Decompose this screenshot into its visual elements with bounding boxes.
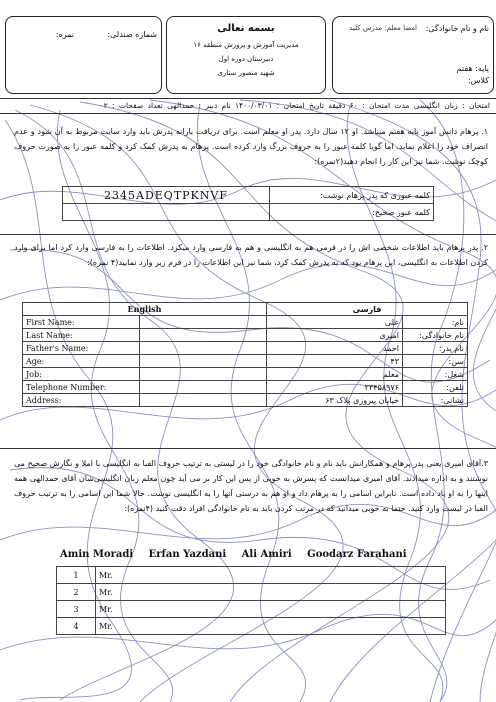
name-option: Ali Amiri bbox=[241, 549, 292, 560]
mr-prefix: Mr. bbox=[99, 587, 113, 597]
q1-divider bbox=[0, 234, 496, 235]
english-field-answer[interactable] bbox=[140, 381, 267, 394]
farsi-field-value: امیری bbox=[267, 329, 403, 342]
english-field-label: Telephone Number: bbox=[23, 381, 140, 394]
english-field-answer[interactable] bbox=[140, 329, 267, 342]
table-row bbox=[23, 329, 468, 342]
seat-score-box bbox=[5, 16, 162, 94]
farsi-field-value: علی bbox=[267, 316, 403, 329]
page-title: بسمه تعالی bbox=[217, 23, 275, 34]
mr-prefix: Mr. bbox=[99, 621, 113, 631]
exam-info-bar: امتحان : زبان انگلیسی مدت امتحان : ۶۰ دقیقه تاریخ امتحان : ۱۴۰۰/۰۳/۰۱ نام دبیر : حمدالهی تعداد صفحات : ۲ bbox=[103, 101, 490, 110]
table-row bbox=[57, 618, 446, 635]
answer-cell[interactable] bbox=[96, 567, 446, 584]
info-bar-top-line bbox=[0, 98, 496, 99]
table-row bbox=[23, 381, 468, 394]
english-field-answer[interactable] bbox=[140, 394, 267, 407]
farsi-field-label: نشانی: bbox=[403, 394, 468, 407]
english-field-label: First Name: bbox=[23, 316, 140, 329]
class-label: کلاس: bbox=[467, 76, 489, 85]
english-field-answer[interactable] bbox=[140, 342, 267, 355]
grade-label: پایه: هفتم bbox=[456, 64, 489, 73]
answer-cell[interactable] bbox=[96, 601, 446, 618]
question-3-text: ۳.آقای امیری یعنی پدر پرهام و همکارانش باید نام و نام خانوادگی خود را در لیستی به ترتیب حروف الفبا به انگلیسی با املا و نگارش صحیح می نوشتند و به اداره میدادند. آقای امیری میدانست که پسرش به خوبی از پس این کار بر می آید چون معلم زبان انگلیسی‌شان آقای حمدالهی همه اینها را به او یاد داده است. نابراین اسامی را به پرهام داد و او هم به درستی آنها را به انگلیسی نوشت. حالا شما این اسامی را به ترتیب حروف الفبا در لیست وارد کنید. حتما به خوبی میدانید که در مرتب کردن باید به نام خانوادگی افراد دقت کنید (۴نمره): bbox=[14, 459, 488, 513]
table-row bbox=[57, 601, 446, 618]
question-2-text: ۲. پدر پرهام باید اطلاعات شخصی اش را در فرمی هم به انگلیسی و هم به فارسی وارد میکرد. اطلاعات را به فارسی وارد کرد اما برای وارد کردن اطلاعات به انگلیسی، این پرهام بود که به پدرش کمک کرد، شما نیز این اطلاعات را در فرم زیر وارد نمایید(۴ نمره): bbox=[14, 243, 488, 267]
farsi-field-value: خیابان پیروزی پلاک ۶۳ bbox=[267, 394, 403, 407]
school-name: شهید منصور ستاری bbox=[217, 69, 275, 77]
answer-cell[interactable] bbox=[96, 584, 446, 601]
seat-number-label: شماره صندلی: bbox=[107, 30, 157, 39]
old-password-value: 2345ADEQTPKNVF bbox=[63, 187, 270, 204]
student-info-box bbox=[332, 16, 494, 94]
teacher-signature-label: امضا معلم: مدرس کلید bbox=[349, 24, 417, 32]
english-field-label: Age: bbox=[23, 355, 140, 368]
school-info-box bbox=[166, 16, 326, 94]
table-row bbox=[57, 567, 446, 584]
info-bar-bottom-line bbox=[0, 113, 496, 114]
english-field-label: Address: bbox=[23, 394, 140, 407]
english-field-label: Job: bbox=[23, 368, 140, 381]
mr-prefix: Mr. bbox=[99, 570, 113, 580]
school-district: مدیریت آموزش و پرورش منطقه ۱۶ bbox=[193, 41, 299, 49]
farsi-field-value: ۴۳ bbox=[267, 355, 403, 368]
personal-info-table bbox=[22, 302, 468, 407]
mr-prefix: Mr. bbox=[99, 604, 113, 614]
farsi-field-label: شغل: bbox=[403, 368, 468, 381]
farsi-field-value: احمد bbox=[267, 342, 403, 355]
row-number: 1 bbox=[57, 567, 96, 584]
name-option: Erfan Yazdani bbox=[148, 549, 227, 560]
farsi-field-label: نام خانوادگی: bbox=[403, 329, 468, 342]
name-option: Amin Moradi bbox=[60, 549, 134, 560]
english-field-answer[interactable] bbox=[140, 355, 267, 368]
answer-cell[interactable] bbox=[96, 618, 446, 635]
table-row bbox=[57, 584, 446, 601]
student-name-label: نام و نام خانوادگی: bbox=[425, 24, 489, 33]
school-level: دبیرستان دوره اول bbox=[218, 55, 274, 63]
farsi-field-label: تلفن: bbox=[403, 381, 468, 394]
english-field-answer[interactable] bbox=[140, 368, 267, 381]
table-row bbox=[23, 316, 468, 329]
alphabetical-list-table bbox=[56, 566, 446, 635]
table-row bbox=[23, 394, 468, 407]
english-field-label: Last Name: bbox=[23, 329, 140, 342]
question-1-text: ۱. پرهام دانش آموز پایه هفتم میباشد. او ۱۲ سال دارد. پدر او معلم است. برای دریافت یارانه پدرش باید وارد سایت مربوط به آن شود و عدم انصراف خود را اعلام نماید. اما گویا کلمه عبور را به حروف بزرگ وارد کرده است. پرهام به پدرش کمک کرد و کلمه عبور را به صورت حروف کوچک نوشت. شما نیز این کار را انجام دهید(۲نمره): bbox=[14, 127, 489, 166]
row-number: 4 bbox=[57, 618, 96, 635]
farsi-field-label: نام: bbox=[403, 316, 468, 329]
farsi-field-value: معلم bbox=[267, 368, 403, 381]
english-field-answer[interactable] bbox=[140, 316, 267, 329]
name-option: Goodarz Farahani bbox=[307, 549, 407, 560]
score-label: نمره: bbox=[55, 30, 74, 39]
row-number: 3 bbox=[57, 601, 96, 618]
english-field-label: Father's Name: bbox=[23, 342, 140, 355]
english-column-header: English bbox=[23, 303, 267, 316]
table-row bbox=[23, 355, 468, 368]
table-row bbox=[23, 342, 468, 355]
old-password-label: کلمه عبوری که پدر پرهام نوشت: bbox=[270, 187, 434, 204]
correct-password-label: کلمه عبور صحیح: bbox=[270, 204, 434, 221]
farsi-field-label: نام پدر: bbox=[403, 342, 468, 355]
question-1-table bbox=[62, 186, 434, 221]
farsi-column-header: فارسی bbox=[267, 303, 468, 316]
row-number: 2 bbox=[57, 584, 96, 601]
table-row bbox=[23, 368, 468, 381]
names-list bbox=[60, 549, 440, 560]
q2-divider bbox=[0, 448, 496, 449]
farsi-field-value: ۲۳۴۵۸۹۷۶ bbox=[267, 381, 403, 394]
farsi-field-label: سن: bbox=[403, 355, 468, 368]
correct-password-answer[interactable] bbox=[63, 204, 270, 221]
